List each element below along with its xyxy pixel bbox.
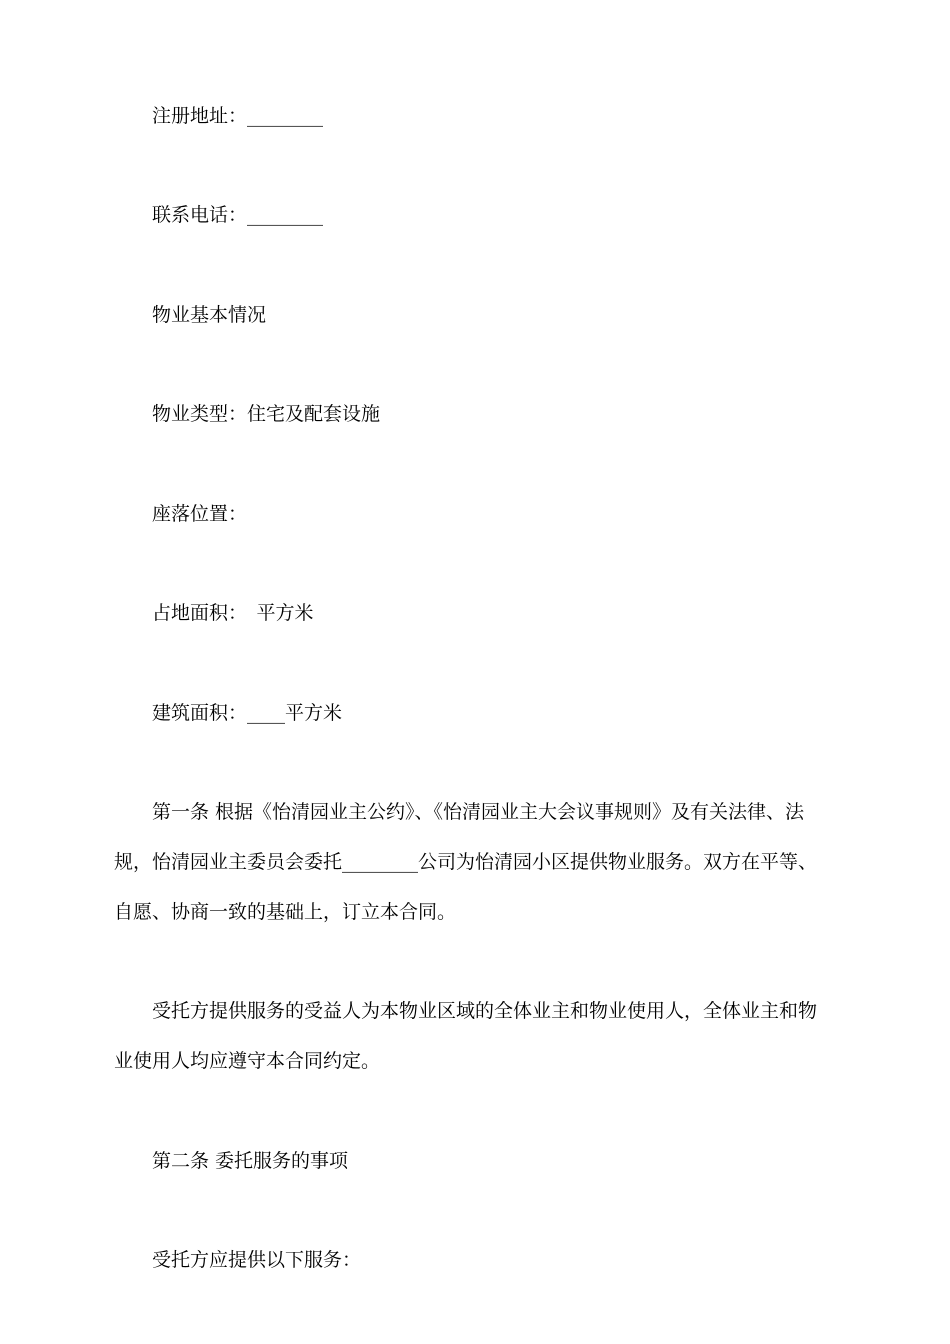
property-overview-heading: 物业基本情况 <box>152 304 267 326</box>
beneficiary-line-2: 业使用人均应遵守本合同约定。 <box>114 1050 381 1072</box>
building-area-line: 建筑面积：____平方米 <box>152 702 343 724</box>
article-2-heading: 第二条 委托服务的事项 <box>152 1150 349 1172</box>
beneficiary-line-1: 受托方提供服务的受益人为本物业区域的全体业主和物业使用人，全体业主和物 <box>152 1000 818 1022</box>
property-type-line: 物业类型：住宅及配套设施 <box>152 403 381 425</box>
contact-phone-line: 联系电话：________ <box>152 204 324 226</box>
services-intro-line: 受托方应提供以下服务： <box>152 1249 362 1271</box>
registered-address-line: 注册地址：________ <box>152 105 324 127</box>
location-line: 座落位置： <box>152 503 248 525</box>
land-area-line: 占地面积： 平方米 <box>152 602 314 624</box>
article-1-line-3: 自愿、协商一致的基础上，订立本合同。 <box>114 901 457 923</box>
article-1-line-2: 规，怡清园业主委员会委托________公司为怡清园小区提供物业服务。双方在平等、 <box>114 851 818 873</box>
article-1-line-1: 第一条 根据《怡清园业主公约》、《怡清园业主大会议事规则》及有关法律、法 <box>152 801 805 823</box>
